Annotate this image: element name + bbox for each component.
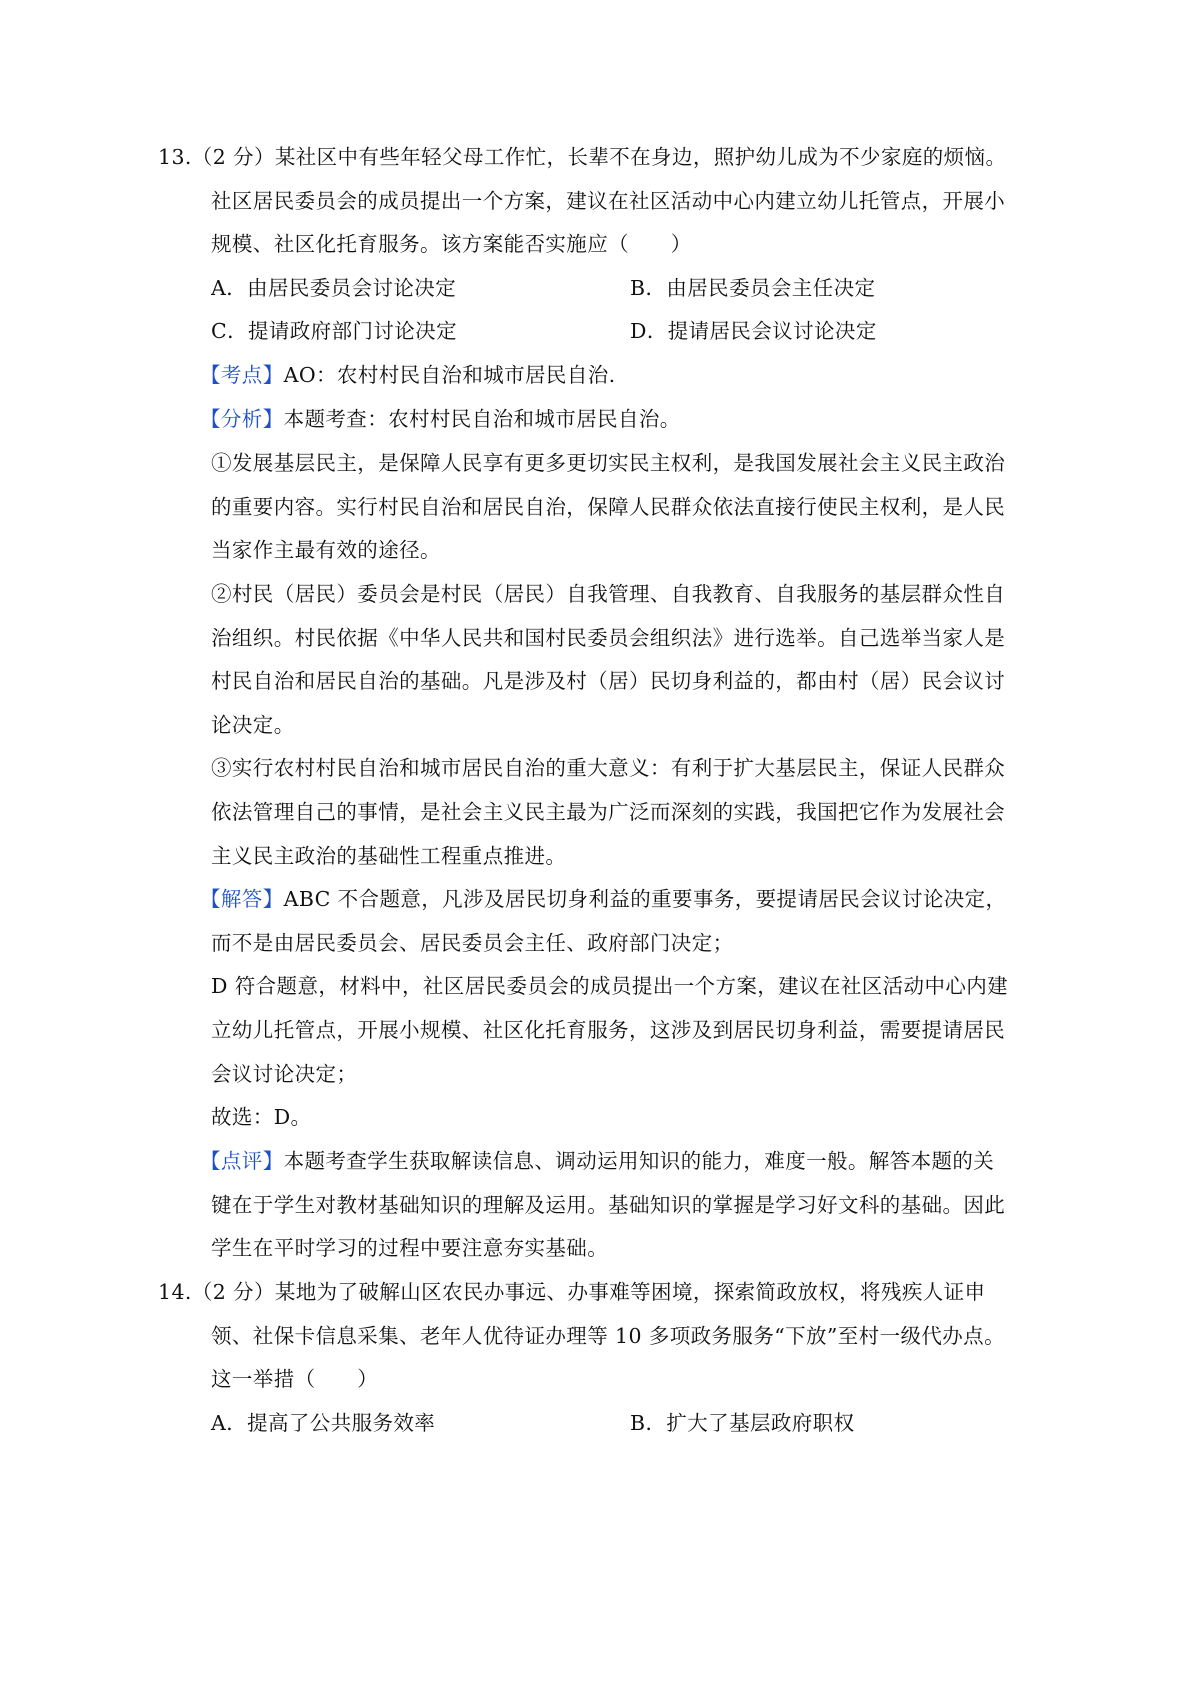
fenxi-text: 本题考查：农村村民自治和城市居民自治。 <box>283 407 681 431</box>
q13-dianping <box>200 1146 994 1176</box>
analysis-point-3-line-2: 依法管理自己的事情，是社会主义民主最为广泛而深刻的实践，我国把它作为发展社会 <box>211 800 1006 824</box>
dianping-text: 本题考查学生获取解读信息、调动运用知识的能力，难度一般。解答本题的关 <box>283 1149 995 1173</box>
kaodian-text: AO：农村村民自治和城市居民自治. <box>283 363 616 387</box>
q14-stem-line-2: 领、社保卡信息采集、老年人优待证办理等 10 多项政务服务“下放”至村一级代办点。 <box>211 1324 1005 1348</box>
kaodian-tag: 【考点】 <box>200 363 284 387</box>
jieda-tag: 【解答】 <box>200 887 284 911</box>
jieda-line-2: 而不是由居民委员会、居民委员会主任、政府部门决定； <box>211 931 734 955</box>
analysis-point-1-line-1: ①发展基层民主，是保障人民享有更多更切实民主权利，是我国发展社会主义民主政治 <box>211 451 1006 475</box>
analysis-point-2-line-1: ②村民（居民）委员会是村民（居民）自我管理、自我教育、自我服务的基层群众性自 <box>211 582 1006 606</box>
jieda-text: ABC 不合题意，凡涉及居民切身利益的重要事务，要提请居民会议讨论决定， <box>283 887 1007 911</box>
q13-stem-line-2: 社区居民委员会的成员提出一个方案，建议在社区活动中心内建立幼儿托管点，开展小 <box>211 189 1006 213</box>
analysis-point-2-line-3: 村民自治和居民自治的基础。凡是涉及村（居）民切身利益的，都由村（居）民会议讨 <box>211 669 1006 693</box>
analysis-point-2-line-2: 治组织。村民依据《中华人民共和国村民委员会组织法》进行选举。自己选举当家人是 <box>211 626 1006 650</box>
q13-option-a: A．由居民委员会讨论决定 <box>211 276 457 300</box>
q13-answer: 故选：D。 <box>211 1105 312 1129</box>
dianping-tag: 【点评】 <box>200 1149 284 1173</box>
q14-stem-line-1: 14.（2 分）某地为了破解山区农民办事远、办事难等困境，探索简政放权，将残疾人证申 <box>158 1280 986 1304</box>
option-d-explain-line-2: 立幼儿托管点，开展小规模、社区化托育服务，这涉及到居民切身利益，需要提请居民 <box>211 1018 1006 1042</box>
q13-kaodian <box>200 360 616 390</box>
analysis-point-1-line-3: 当家作主最有效的途径。 <box>211 538 441 562</box>
q13-fenxi <box>200 404 681 434</box>
analysis-point-1-line-2: 的重要内容。实行村民自治和居民自治，保障人民群众依法直接行使民主权利，是人民 <box>211 495 1006 519</box>
analysis-point-2-line-4: 论决定。 <box>211 713 295 737</box>
analysis-point-3-line-3: 主义民主政治的基础性工程重点推进。 <box>211 844 567 868</box>
q13-stem-line-3: 规模、社区化托育服务。该方案能否实施应（ ） <box>211 232 692 256</box>
q13-stem-line-1: 13.（2 分）某社区中有些年轻父母工作忙，长辈不在身边，照护幼儿成为不少家庭的烦恼。 <box>158 145 1007 169</box>
q13-jieda <box>200 884 1006 914</box>
q14-option-b: B．扩大了基层政府职权 <box>630 1411 855 1435</box>
dianping-line-3: 学生在平时学习的过程中要注意夯实基础。 <box>211 1236 609 1260</box>
q13-option-c: C．提请政府部门讨论决定 <box>211 319 457 343</box>
option-d-explain-line-3: 会议讨论决定； <box>211 1062 358 1086</box>
option-d-explain-line-1: D 符合题意，材料中，社区居民委员会的成员提出一个方案，建议在社区活动中心内建 <box>211 974 1009 998</box>
q13-option-d: D．提请居民会议讨论决定 <box>630 319 877 343</box>
q14-option-a: A．提高了公共服务效率 <box>211 1411 436 1435</box>
dianping-line-2: 键在于学生对教材基础知识的理解及运用。基础知识的掌握是学习好文科的基础。因此 <box>211 1193 1006 1217</box>
fenxi-tag: 【分析】 <box>200 407 284 431</box>
analysis-point-3-line-1: ③实行农村村民自治和城市居民自治的重大意义：有利于扩大基层民主，保证人民群众 <box>211 756 1006 780</box>
q14-stem-line-3: 这一举措（ ） <box>211 1367 379 1391</box>
q13-option-b: B．由居民委员会主任决定 <box>630 276 876 300</box>
